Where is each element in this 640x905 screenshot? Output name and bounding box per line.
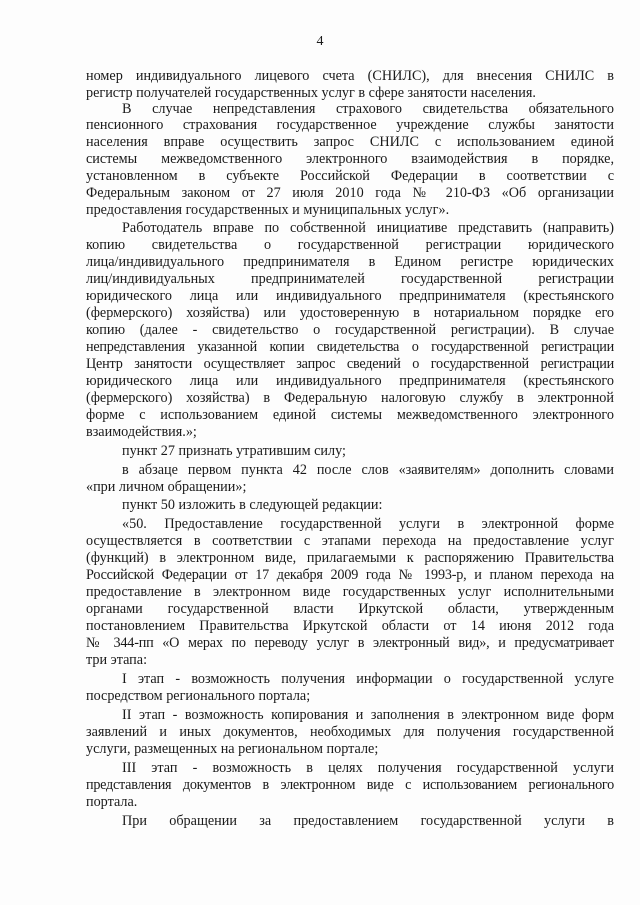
text-line: копию свидетельства о государственной регистрации юридического bbox=[86, 237, 614, 253]
text-line: услуги, размещенных на региональном портале; bbox=[86, 741, 379, 757]
text-line: предоставление в электронном виде государственных услуг исполнительными bbox=[86, 584, 614, 600]
text-line: пункт 50 изложить в следующей редакции: bbox=[122, 497, 383, 513]
text-line: посредством регионального портала; bbox=[86, 688, 311, 704]
text-line: пункт 27 признать утратившим силу; bbox=[122, 443, 346, 459]
text-line: (фермерского) хозяйства) или удостоверенную в нотариальном порядке его bbox=[86, 305, 614, 321]
text-line: системы межведомственного электронного взаимодействия в порядке, bbox=[86, 151, 614, 167]
text-line: (фермерского) хозяйства) в Федеральную налоговую службу в электронной bbox=[86, 390, 614, 406]
text-line: непредставления указанной копии свидетельства о государственной регистрации bbox=[86, 339, 614, 355]
text-line: номер индивидуального лицевого счета (СНИЛС), для внесения СНИЛС в bbox=[86, 68, 614, 84]
text-line: три этапа: bbox=[86, 652, 148, 668]
text-line: осуществляется в соответствии с этапами перехода на предоставление услуг bbox=[86, 533, 614, 549]
text-line: юридического лица или индивидуального предпринимателя (крестьянского bbox=[86, 288, 614, 304]
text-line: лица/индивидуального предпринимателя в Едином регистре юридических bbox=[86, 254, 614, 270]
text-line: предоставления государственных и муниципальных услуг». bbox=[86, 202, 450, 218]
text-line: органами государственной власти Иркутской области, утвержденным bbox=[86, 601, 614, 617]
text-line: Центр занятости осуществляет запрос сведений о государственной регистрации bbox=[86, 356, 614, 372]
text-line: копию (далее - свидетельство о государственной регистрации). В случае bbox=[86, 322, 614, 338]
text-line: II этап - возможность копирования и заполнения в электронном виде форм bbox=[122, 707, 614, 723]
text-line: (функций) в электронном виде, прилагаемыми к распоряжению Правительства bbox=[86, 550, 614, 566]
text-line: Российской Федерации от 17 декабря 2009 года № 1993-р, и планом перехода на bbox=[86, 567, 614, 583]
page-number: 4 bbox=[316, 34, 324, 49]
text-line: взаимодействия.»; bbox=[86, 424, 197, 440]
text-line: установленном в субъекте Российской Федерации в соответствии с bbox=[86, 168, 614, 184]
text-line: III этап - возможность в целях получения государственной услуги bbox=[122, 760, 614, 776]
text-line: I этап - возможность получения информации о государственной услуге bbox=[122, 671, 614, 687]
text-line: постановлением Правительства Иркутской области от 14 июня 2012 года bbox=[86, 618, 614, 634]
text-line: «50. Предоставление государственной услуги в электронной форме bbox=[122, 516, 614, 532]
text-line: № 344-пп «О мерах по переводу услуг в электронный вид», и предусматривает bbox=[86, 635, 614, 651]
text-line: Работодатель вправе по собственной инициативе представить (направить) bbox=[122, 220, 614, 236]
text-line: представления документов в электронном виде с использованием регионального bbox=[86, 777, 614, 793]
text-line: заявлений и иных документов, необходимых для получения государственной bbox=[86, 724, 614, 740]
text-line: «при личном обращении»; bbox=[86, 479, 247, 495]
text-line: населения вправе осуществить запрос СНИЛС с использованием единой bbox=[86, 134, 614, 150]
text-line: форме с использованием единой системы межведомственного электронного bbox=[86, 407, 614, 423]
text-line: лиц/индивидуальных предпринимателей государственной регистрации bbox=[86, 271, 614, 287]
text-line: в абзаце первом пункта 42 после слов «заявителям» дополнить словами bbox=[122, 462, 614, 478]
text-line: портала. bbox=[86, 794, 138, 810]
text-line: пенсионного страхования государственное учреждение службы занятости bbox=[86, 117, 614, 133]
text-line: регистр получателей государственных услуг в сфере занятости населения. bbox=[86, 85, 536, 101]
text-line: В случае непредставления страхового свидетельства обязательного bbox=[122, 101, 614, 117]
text-line: Федеральным законом от 27 июля 2010 года № 210-ФЗ «Об организации bbox=[86, 185, 614, 201]
text-line: юридического лица или индивидуального предпринимателя (крестьянского bbox=[86, 373, 614, 389]
text-line: При обращении за предоставлением государственной услуги в bbox=[122, 813, 614, 829]
